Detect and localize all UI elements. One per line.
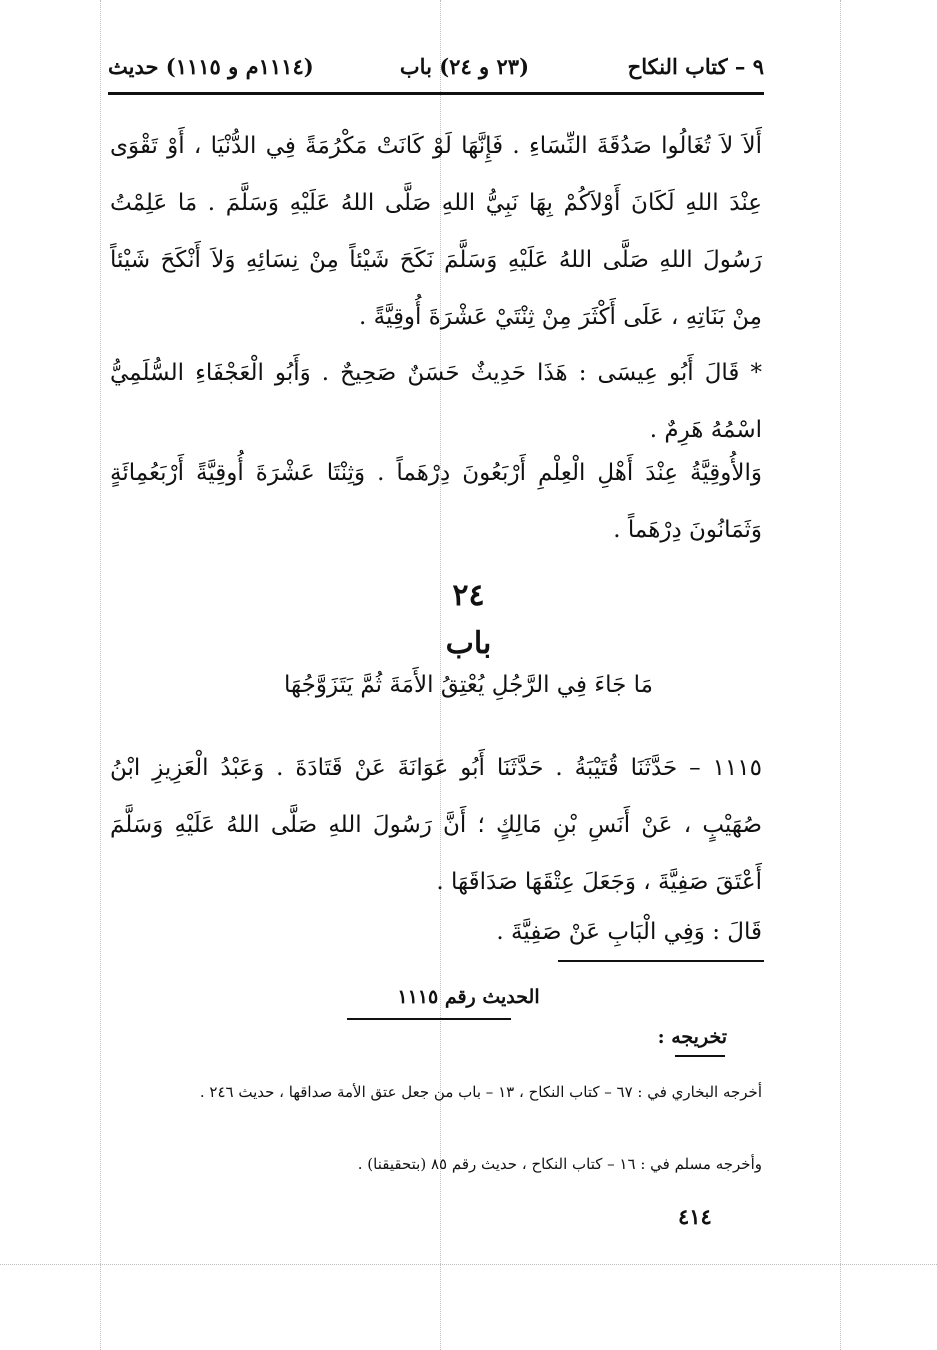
- header-book-title: ٩ – كتاب النكاح: [627, 54, 764, 79]
- scan-guide-line: [0, 1264, 937, 1265]
- header-rule: [108, 92, 764, 95]
- header-chapter-range: (٢٣ و ٢٤) باب: [399, 54, 529, 79]
- abu-isa-comment: * قَالَ أَبُو عِيسَى : هَذَا حَدِيثٌ حَسَنٌ صَحِيحٌ . وَأَبُو الْعَجْفَاءِ السُّلَمِيُّ اسْمُهُ هَرِمٌ .: [110, 360, 762, 443]
- body-paragraph: أَلاَ لاَ تُغَالُوا صَدُقَةَ النِّسَاءِ . فَإِنَّهَا لَوْ كَانَتْ مَكْرُمَةً فِي الدُّنْيَا ، أَوْ تَقْوَى عِنْدَ اللهِ لَكَانَ أَوْلاَكُمْ بِهَا نَبِيُّ اللهِ صَلَّى اللهُ عَلَيْهِ وَسَلَّمَ . مَا عَلِمْتُ رَسُولَ اللهِ صَلَّى اللهُ عَلَيْهِ وَسَلَّمَ نَكَحَ شَيْئاً مِنْ نِسَائِهِ وَلاَ أَنْكَحَ شَيْئاً مِنْ بَنَاتِهِ ، عَلَى أَكْثَرَ مِنْ ثِنْتَيْ عَشْرَةَ أُوقِيَّةً .: [110, 133, 762, 330]
- header-hadith-range: (١١١٤م و ١١١٥) حديث: [108, 54, 314, 79]
- hadith-text: ١١١٥ – حَدَّثَنَا قُتَيْبَةُ . حَدَّثَنَا أَبُو عَوَانَةَ عَنْ قَتَادَةَ . وَعَبْدُ الْعَزِيزِ ابْنُ صُهَيْبٍ ، عَنْ أَنَسِ بْنِ مَالِكٍ ؛ أَنَّ رَسُولَ اللهِ صَلَّى اللهُ عَلَيْهِ وَسَلَّمَ أَعْتَقَ صَفِيَّةَ ، وَجَعَلَ عِتْقَهَا صَدَاقَهَا .: [110, 755, 762, 895]
- chapter-heading: باب: [445, 626, 492, 661]
- takhrij-underline: [675, 1055, 725, 1057]
- footnote-reference-title: الحديث رقم ١١١٥: [397, 986, 540, 1008]
- takhrij-label: تخريجه :: [657, 1026, 727, 1048]
- page-number: ٤١٤: [678, 1204, 712, 1229]
- chapter-number: ٢٤: [452, 578, 485, 613]
- ouqiyyah-note: وَالأُوقِيَّةُ عِنْدَ أَهْلِ الْعِلْمِ أَرْبَعُونَ دِرْهَماً . وَثِنْتَا عَشْرَةَ أُوقِيَّةً أَرْبَعُمِائَةٍ وَثَمَانُونَ دِرْهَماً .: [110, 460, 762, 543]
- hadith-followup: قَالَ : وَفِي الْبَابِ عَنْ صَفِيَّةَ .: [496, 919, 762, 945]
- chapter-title: مَا جَاءَ فِي الرَّجُلِ يُعْتِقُ الأَمَةَ ثُمَّ يَتَزَوَّجُهَا: [284, 672, 653, 698]
- reference-underline: [347, 1018, 511, 1020]
- footnote-bukhari: أخرجه البخاري في : ٦٧ – كتاب النكاح ، ١٣ – باب من جعل عتق الأمة صداقها ، حديث ٢٤٦ .: [199, 1083, 762, 1101]
- footnote-rule: [558, 960, 764, 962]
- page-header: [108, 50, 764, 90]
- footnote-muslim: وأخرجه مسلم في : ١٦ – كتاب النكاح ، حديث رقم ٨٥ (بتحقيقنا) .: [357, 1155, 762, 1173]
